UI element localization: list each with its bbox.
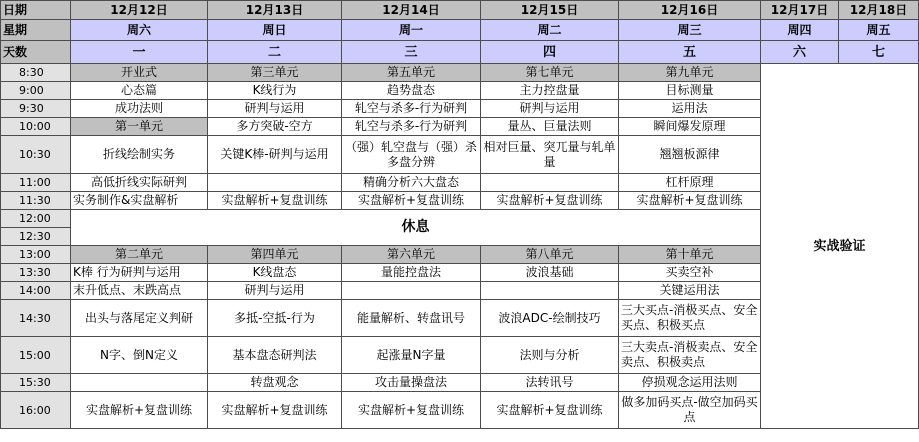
time-cell: 8:30 — [1, 64, 71, 82]
session-cell: N字、倒N定义 — [71, 337, 208, 374]
session-cell: 翘翘板源律 — [619, 136, 761, 174]
time-cell: 13:30 — [1, 264, 71, 282]
session-cell: 研判与运用 — [481, 100, 619, 118]
session-cell: 第七单元 — [481, 64, 619, 82]
session-cell: 末升低点、末跌高点 — [71, 282, 208, 300]
session-cell: 量丛、巨量法则 — [481, 118, 619, 136]
weekday-cell: 周三 — [619, 20, 761, 41]
time-cell: 15:30 — [1, 374, 71, 392]
session-cell: 起涨量N字量 — [342, 337, 481, 374]
day-number-cell: 三 — [342, 41, 481, 64]
time-cell: 14:00 — [1, 282, 71, 300]
session-cell: 瞬间爆发原理 — [619, 118, 761, 136]
day-number-cell: 五 — [619, 41, 761, 64]
session-cell: 转盘观念 — [208, 374, 342, 392]
session-cell: 第一单元 — [71, 118, 208, 136]
lunch-break: 休息 — [71, 210, 761, 246]
session-cell: 出头与落尾定义判研 — [71, 300, 208, 337]
session-cell: 能量解析、转盘讯号 — [342, 300, 481, 337]
session-cell: 实盘解析+复盘训练 — [208, 192, 342, 210]
session-cell: K线盘态 — [208, 264, 342, 282]
session-cell: 三大卖点-消极卖点、安全卖点、积极卖点 — [619, 337, 761, 374]
weekday-cell: 周四 — [761, 20, 839, 41]
day-number-row — [1, 41, 919, 64]
time-cell: 10:00 — [1, 118, 71, 136]
day-number-cell: 七 — [839, 41, 919, 64]
session-cell: 第十单元 — [619, 246, 761, 264]
time-cell: 15:00 — [1, 337, 71, 374]
session-cell: 心态篇 — [71, 82, 208, 100]
day-number-cell: 二 — [208, 41, 342, 64]
session-cell: K棒 行为研判与运用 — [71, 264, 208, 282]
session-cell — [71, 374, 208, 392]
session-cell: 主力控盘量 — [481, 82, 619, 100]
time-cell: 12:00 — [1, 210, 71, 228]
session-cell: 杠杆原理 — [619, 174, 761, 192]
day-number-cell: 六 — [761, 41, 839, 64]
date-cell: 12月16日 — [619, 1, 761, 20]
session-cell: 第八单元 — [481, 246, 619, 264]
weekday-label: 星期 — [1, 20, 71, 41]
date-cell: 12月15日 — [481, 1, 619, 20]
time-cell: 9:00 — [1, 82, 71, 100]
session-cell: 实务制作&实盘解析 — [71, 192, 208, 210]
session-cell: 关键运用法 — [619, 282, 761, 300]
session-cell: 多抵-空抵-行为 — [208, 300, 342, 337]
session-cell — [481, 282, 619, 300]
session-cell: 多方突破-空方 — [208, 118, 342, 136]
session-cell: 第九单元 — [619, 64, 761, 82]
session-cell: 实盘解析+复盘训练 — [481, 192, 619, 210]
session-cell: （强）轧空盘与（强）杀多盘分辨 — [342, 136, 481, 174]
session-cell — [481, 174, 619, 192]
session-cell: 相对巨量、突兀量与轧单量 — [481, 136, 619, 174]
weekday-cell: 周六 — [71, 20, 208, 41]
date-row — [1, 1, 919, 20]
date-cell: 12月13日 — [208, 1, 342, 20]
time-cell: 11:00 — [1, 174, 71, 192]
combat-cell: 实战验证 — [761, 64, 919, 429]
time-cell: 11:30 — [1, 192, 71, 210]
time-cell: 14:30 — [1, 300, 71, 337]
date-cell: 12月12日 — [71, 1, 208, 20]
session-cell: 停损观念运用法则 — [619, 374, 761, 392]
session-cell: 成功法则 — [71, 100, 208, 118]
session-cell: K线行为 — [208, 82, 342, 100]
session-cell: 法则与分析 — [481, 337, 619, 374]
session-cell: 攻击量操盘法 — [342, 374, 481, 392]
time-cell: 10:30 — [1, 136, 71, 174]
session-cell: 精确分析六大盘态 — [342, 174, 481, 192]
weekday-cell: 周一 — [342, 20, 481, 41]
session-cell: 实盘解析+复盘训练 — [71, 392, 208, 429]
session-cell: 开业式 — [71, 64, 208, 82]
session-cell: 基本盘态研判法 — [208, 337, 342, 374]
session-cell: 法转讯号 — [481, 374, 619, 392]
session-cell: 实盘解析+复盘训练 — [619, 192, 761, 210]
weekday-cell: 周二 — [481, 20, 619, 41]
session-cell — [342, 282, 481, 300]
session-cell: 轧空与杀多-行为研判 — [342, 100, 481, 118]
session-cell: 运用法 — [619, 100, 761, 118]
date-label: 日期 — [1, 1, 71, 20]
session-cell: 三大买点-消极买点、安全买点、积极买点 — [619, 300, 761, 337]
weekday-cell: 周五 — [839, 20, 919, 41]
date-cell: 12月17日 — [761, 1, 839, 20]
day-number-cell: 四 — [481, 41, 619, 64]
time-cell: 16:00 — [1, 392, 71, 429]
session-cell: 第六单元 — [342, 246, 481, 264]
session-cell: 高低折线实际研判 — [71, 174, 208, 192]
weekday-cell: 周日 — [208, 20, 342, 41]
session-cell: 波浪ADC-绘制技巧 — [481, 300, 619, 337]
session-cell: 实盘解析+复盘训练 — [208, 392, 342, 429]
time-cell: 9:30 — [1, 100, 71, 118]
session-cell: 关键K棒-研判与运用 — [208, 136, 342, 174]
session-cell: 第二单元 — [71, 246, 208, 264]
session-cell: 趋势盘态 — [342, 82, 481, 100]
session-cell: 实盘解析+复盘训练 — [342, 392, 481, 429]
session-cell: 做多加码买点-做空加码买点 — [619, 392, 761, 429]
session-cell — [208, 174, 342, 192]
session-cell: 研判与运用 — [208, 282, 342, 300]
weekday-row — [1, 20, 919, 41]
session-cell: 研判与运用 — [208, 100, 342, 118]
time-cell: 12:30 — [1, 228, 71, 246]
date-cell: 12月14日 — [342, 1, 481, 20]
session-cell: 实盘解析+复盘训练 — [481, 392, 619, 429]
session-cell: 实盘解析+复盘训练 — [342, 192, 481, 210]
session-cell: 轧空与杀多-行为研判 — [342, 118, 481, 136]
time-cell: 13:00 — [1, 246, 71, 264]
date-cell: 12月18日 — [839, 1, 919, 20]
session-cell: 量能控盘法 — [342, 264, 481, 282]
session-cell: 第五单元 — [342, 64, 481, 82]
session-cell: 波浪基础 — [481, 264, 619, 282]
time-row — [1, 64, 919, 82]
session-cell: 第三单元 — [208, 64, 342, 82]
day-number-label: 天数 — [1, 41, 71, 64]
session-cell: 买卖空补 — [619, 264, 761, 282]
day-number-cell: 一 — [71, 41, 208, 64]
session-cell: 目标测量 — [619, 82, 761, 100]
session-cell: 折线绘制实务 — [71, 136, 208, 174]
session-cell: 第四单元 — [208, 246, 342, 264]
